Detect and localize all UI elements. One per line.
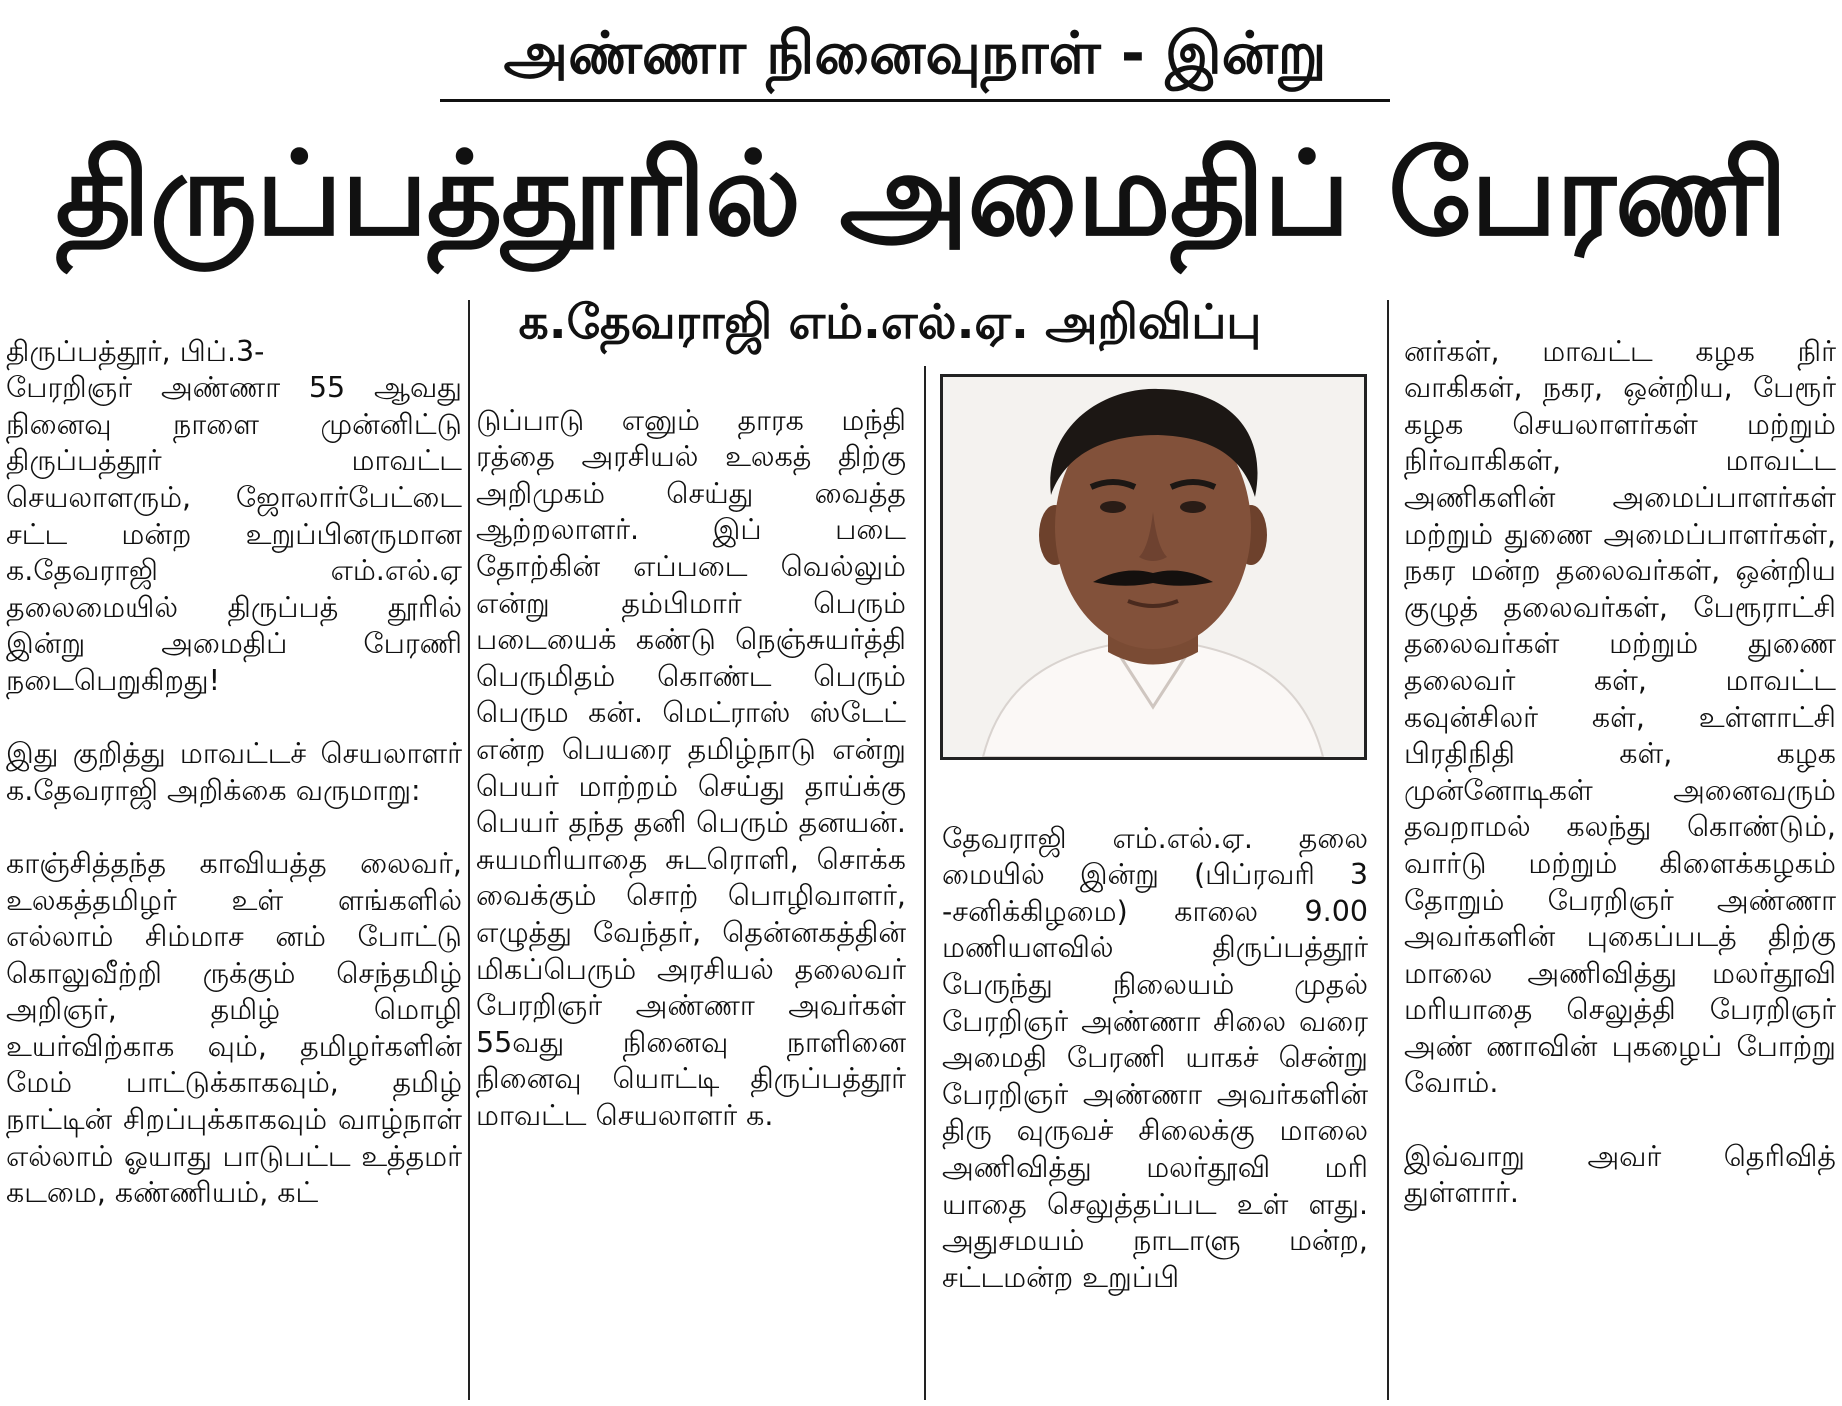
article-column-2	[476, 366, 906, 1402]
article-column-3	[942, 784, 1368, 1402]
paragraph: திருப்பத்தூர், பிப்.3- பேரறிஞர் அண்ணா 55 ஆவது நினைவு நாளை முன்னிட்டு திருப்பத்தூர் மாவட்ட செயலாளரும், ஜோலார்பேட்டை சட்ட மன்ற உறுப்பினருமான க.தேவராஜி எம்.எல்.ஏ தலைமையில் திருப்பத் தூரில் இன்று அமைதிப் பேரணி நடைபெறுகிறது!	[6, 334, 462, 697]
kicker-line: அண்ணா நினைவுநாள் - இன்று	[503, 19, 1327, 87]
column-divider	[468, 300, 470, 1400]
paragraph: இவ்வாறு அவர் தெரிவித் துள்ளார்.	[1404, 1139, 1836, 1210]
headline: திருப்பத்தூரில் அமைதிப் பேரணி	[55, 127, 1787, 262]
column-divider	[924, 366, 926, 1400]
paragraph: டுப்பாடு எனும் தாரக மந்தி ரத்தை அரசியல் உலகத் திற்கு அறிமுகம் செய்து வைத்த ஆற்றலாளர். இப் படை தோற்கின் எப்படை வெல்லும் என்று தம்பிமார் பெரும் படையைக் கண்டு நெஞ்சுயர்த்தி பெருமிதம் கொண்ட பெரும் பெரும கன். மெட்ராஸ் ஸ்டேட் என்ற பெயரை தமிழ்நாடு என்று பெயர் மாற்றம் செய்து தாய்க்கு பெயர் தந்த தனி பெரும் தனயன். சுயமரியாதை சுடரொளி, சொக்க வைக்கும் சொற் பொழிவாளர், எழுத்து வேந்தர், தென்னகத்தின் மிகப்பெரும் அரசியல் தலைவர் பேரறிஞர் அண்ணா அவர்கள் 55வது நினைவு நாளினை நினைவு யொட்டி திருப்பத்தூர் மாவட்ட செயலாளர் க.	[476, 403, 906, 1132]
article-column-4	[1404, 297, 1836, 1402]
kicker-underline	[440, 99, 1390, 102]
portrait-illustration	[943, 377, 1364, 757]
paragraph: தேவராஜி எம்.எல்.ஏ. தலை மையில் இன்று (பிப்ரவரி 3 -சனிக்கிழமை) காலை 9.00 மணியளவில் திருப்பத்தூர் பேருந்து நிலையம் முதல் பேரறிஞர் அண்ணா சிலை வரை அமைதி பேரணி யாகச் சென்று பேரறிஞர் அண்ணா அவர்களின் திரு வுருவச் சிலைக்கு மாலை அணிவித்து மலர்தூவி மரி யாதை செலுத்தப்பட உள் ளது. அதுசமயம் நாடாளு மன்ற, சட்டமன்ற உறுப்பி	[942, 821, 1368, 1294]
portrait-photo	[940, 374, 1367, 760]
paragraph: காஞ்சித்தந்த காவியத்த லைவர், உலகத்தமிழர் உள் ளங்களில் எல்லாம் சிம்மாச னம் போட்டு கொலுவீற்றி ருக்கும் செந்தமிழ் அறிஞர், தமிழ் மொழி உயர்விற்காக வும், தமிழர்களின் மேம் பாட்டுக்காகவும், தமிழ் நாட்டின் சிறப்புக்காகவும் வாழ்நாள் எல்லாம் ஓயாது பாடுபட்ட உத்தமர் கடமை, கண்ணியம், கட்	[6, 846, 462, 1210]
subheadline: க.தேவராஜி எம்.எல்.ஏ. அறிவிப்பு	[518, 295, 1262, 350]
paragraph: னர்கள், மாவட்ட கழக நிர் வாகிகள், நகர, ஒன்றிய, பேரூர் கழக செயலாளர்கள் மற்றும் நிர்வாகிகள், மாவட்ட அணிகளின் அமைப்பாளர்கள் மற்றும் துணை அமைப்பாளர்கள், நகர மன்ற தலைவர்கள், ஒன்றிய குழுத் தலைவர்கள், பேரூராட்சி தலைவர்கள் மற்றும் துணை தலைவர் கள், மாவட்ட கவுன்சிலர் கள், உள்ளாட்சி பிரதிநிதி கள், கழக முன்னோடிகள் அனைவரும் தவறாமல் கலந்து கொண்டும், வார்டு மற்றும் கிளைக்கழகம் தோறும் பேரறிஞர் அண்ணா அவர்களின் புகைப்படத் திற்கு மாலை அணிவித்து மலர்தூவி மரியாதை செலுத்தி பேரறிஞர் அண் ணாவின் புகழைப் போற்று வோம்.	[1404, 334, 1836, 1100]
paragraph: இது குறித்து மாவட்டச் செயலாளர் க.தேவராஜி அறிக்கை வருமாறு:	[6, 737, 462, 807]
column-divider	[1387, 300, 1389, 1400]
article-column-1	[6, 297, 462, 1402]
